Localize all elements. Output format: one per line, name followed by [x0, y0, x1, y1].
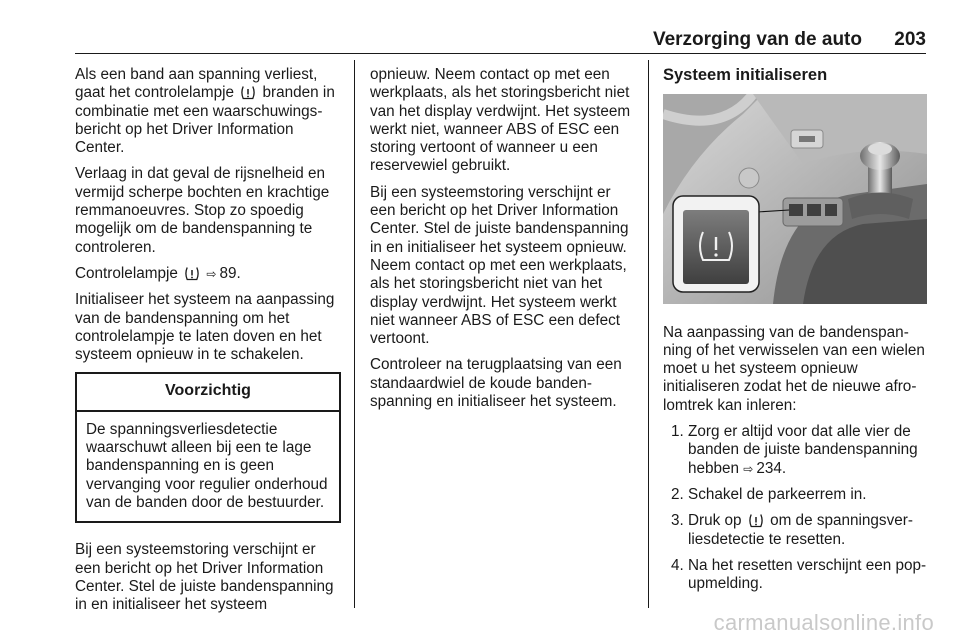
page-section-title: Verzorging van de auto — [652, 29, 862, 50]
center-console-illustration — [663, 94, 927, 304]
tpms-warning-icon — [240, 85, 256, 100]
page-reference-link[interactable]: 234. — [756, 459, 787, 477]
paragraph: Controlelampje ⇨ 89. — [75, 264, 241, 282]
text-column-2 — [370, 66, 636, 419]
list-item: 1. Zorg er altijd voor dat alle vier de banden de juiste bandenspanning hebben ⇨ 234. — [671, 423, 918, 477]
page-number: 203 — [894, 29, 926, 50]
instruction-steps — [663, 423, 927, 593]
caution-title: Voorzichtig — [77, 374, 339, 411]
header-divider — [75, 53, 926, 54]
list-item: 3. Druk op om de spanningsverliesdetectie te resetten. — [671, 512, 913, 548]
tpms-warning-icon — [184, 266, 200, 281]
text-column-3 — [663, 66, 927, 601]
page-reference-arrow-icon: ⇨ — [206, 266, 217, 281]
tpms-warning-icon — [748, 513, 764, 528]
column-divider — [648, 60, 649, 608]
paragraph: Na aanpassing van de bandenspanning of het verwisselen van een wielen moet u het systeem opnieuw initialiseren zodat het de nieuwe afrolomtrek kan inleren: — [663, 323, 925, 414]
paragraph: Bij een systeemstoring verschijnt er een bericht op het Driver Information Center. Stel de juiste bandenspanning in en initialiseer het systeem — [75, 541, 334, 614]
list-item: 4. Na het resetten verschijnt een pop-upmelding. — [671, 556, 927, 593]
section-heading: Systeem initialiseren — [663, 66, 828, 84]
page-reference-link[interactable]: 89. — [219, 264, 241, 282]
caution-text: De spanningsverliesdetectie waarschuwt alleen bij een te lage bandenspanning en is geen vervanging voor regulier onderhoud van de banden door de bestuurder. — [86, 420, 328, 511]
paragraph: Als een band aan spanning verliest, gaat het controlelampje branden in combinatie met een waarschuwingsbericht op het Driver Information Center. — [75, 66, 335, 157]
column-divider — [354, 60, 355, 608]
paragraph: Verlaag in dat geval de rijsnelheid en vermijd scherpe bochten en krachtige remmanoeuvres. Stop zo spoedig mogelijk om de bandenspanning te controleren. — [75, 165, 330, 256]
caution-box — [75, 372, 341, 523]
paragraph: Controleer na terugplaatsing van een standaardwiel de koude bandenspanning en initialiseer het systeem. — [370, 356, 622, 411]
paragraph: Initialiseer het systeem na aanpassing van de bandenspanning om het controlelampje te laten doven en het systeem opnieuw in te schakelen. — [75, 291, 335, 364]
paragraph: opnieuw. Neem contact op met een werkplaats, als het storingsbericht niet van het display verdwijnt. Het systeem werkt niet, wanneer ABS of ESC een storing vertoont of wanneer u een reservewiel gebruikt. — [370, 66, 631, 175]
page-reference-arrow-icon: ⇨ — [743, 461, 754, 476]
watermark: carmanualsonline.info — [713, 610, 934, 635]
paragraph: Bij een systeemstoring verschijnt er een bericht op het Driver Information Center. Stel de juiste bandenspanning in en initialiseer het systeem opnieuw. Neem contact op met een werkplaats, als het storingsbericht niet van het display verdwijnt. Het systeem werkt niet wanneer ABS of ESC een defect vertoont. — [370, 183, 629, 348]
text-column-1 — [75, 66, 341, 622]
list-item: 2. Schakel de parkeerrem in. — [671, 485, 867, 503]
